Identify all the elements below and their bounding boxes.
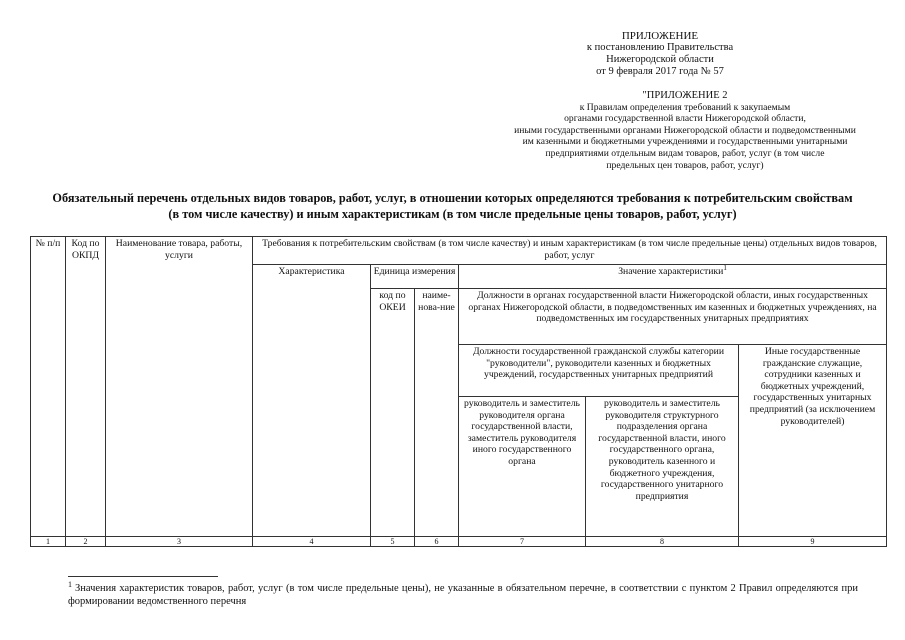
requirements-table xyxy=(30,236,887,547)
column-number: 3 xyxy=(106,537,253,547)
appendix-2-line: к Правилам определения требований к закупаемым xyxy=(579,101,791,113)
appendix-2-header xyxy=(475,90,895,171)
footnote-reference: 1 xyxy=(723,263,727,272)
column-number: 6 xyxy=(415,537,459,547)
appendix-line: к постановлению Правительства xyxy=(586,42,734,53)
appendix-header xyxy=(560,30,760,78)
appendix-2-line: иными государственными органами Нижегородской области и подведомственными xyxy=(514,124,856,136)
footnote xyxy=(68,579,858,608)
header-number: № п/п xyxy=(31,237,66,537)
column-number: 7 xyxy=(459,537,586,547)
header-value xyxy=(459,265,887,289)
header-unit: Единица измерения xyxy=(371,265,459,289)
column-number: 5 xyxy=(371,537,415,547)
column-number: 9 xyxy=(739,537,887,547)
header-positions: Должности в органах государственной власти Нижегородской области, иных государственных органах Нижегородской области, в подведомственных им казенных и бюджетных учреждениях, на подведомственных им государственных унитарных предприятиях xyxy=(459,289,887,345)
footnote-text: Значения характеристик товаров, работ, услуг (в том числе предельные цены), не указанные в обязательном перечне, в соответствии с пунктом 2 Правил определяются при формировании ведомственного перечня xyxy=(68,583,858,607)
header-value-label: Значение характеристики xyxy=(618,266,724,277)
header-okei: код по ОКЕИ xyxy=(371,289,415,537)
appendix-2-line: им казенными и бюджетными учреждениями и государственными унитарными xyxy=(522,136,848,148)
column-number: 2 xyxy=(66,537,106,547)
header-name: Наименование товара, работы, услуги xyxy=(106,237,253,537)
header-okpd: Код по ОКПД xyxy=(66,237,106,537)
appendix-2-line: органами государственной власти Нижегородской области, xyxy=(564,113,806,125)
footnote-mark: 1 xyxy=(68,579,72,589)
appendix-2-line: предприятиями отдельным видам товаров, работ, услуг (в том числе xyxy=(545,147,825,159)
appendix-title: ПРИЛОЖЕНИЕ xyxy=(621,30,699,42)
appendix-line: от 9 февраля 2017 года № 57 xyxy=(596,66,724,77)
header-head: руководитель и заместитель руководителя органа государственной власти, заместитель руководителя иного государственного органа xyxy=(459,397,586,537)
header-head-structural: руководитель и заместитель руководителя структурного подразделения органа государственной власти, иного государственного органа, руководитель казенного и бюджетного учреждения, государственного унитарного предприятия xyxy=(586,397,739,537)
header-unit-name: наиме-нова-ние xyxy=(415,289,459,537)
column-number: 1 xyxy=(31,537,66,547)
header-requirements: Требования к потребительским свойствам (в том числе качеству) и иным характеристикам (в том числе предельные цены) отдельных видов товаров, работ, услуг xyxy=(253,237,887,265)
document-title-line-1: Обязательный перечень отдельных видов товаров, работ, услуг, в отношении которых определяются требования к потребительским свойствам xyxy=(52,191,853,205)
header-characteristic: Характеристика xyxy=(253,265,371,537)
document-title-line-2: (в том числе качеству) и иным характеристикам (в том числе предельные цены товаров, работ, услуг) xyxy=(168,207,737,221)
column-number: 8 xyxy=(586,537,739,547)
document-title xyxy=(0,190,905,222)
appendix-2-title: "ПРИЛОЖЕНИЕ 2 xyxy=(642,90,728,101)
header-other-employees: Иные государственные гражданские служащие, сотрудники казенных и бюджетных учреждений, государственных унитарных предприятий (за исключением руководителей) xyxy=(739,345,887,537)
header-civil-service: Должности государственной гражданской службы категории "руководители", руководители казенных и бюджетных учреждений, государственных унитарных предприятий xyxy=(459,345,739,397)
footnote-divider xyxy=(68,576,218,577)
appendix-line: Нижегородской области xyxy=(606,54,714,65)
column-number: 4 xyxy=(253,537,371,547)
appendix-2-line: предельных цен товаров, работ, услуг) xyxy=(606,159,764,171)
